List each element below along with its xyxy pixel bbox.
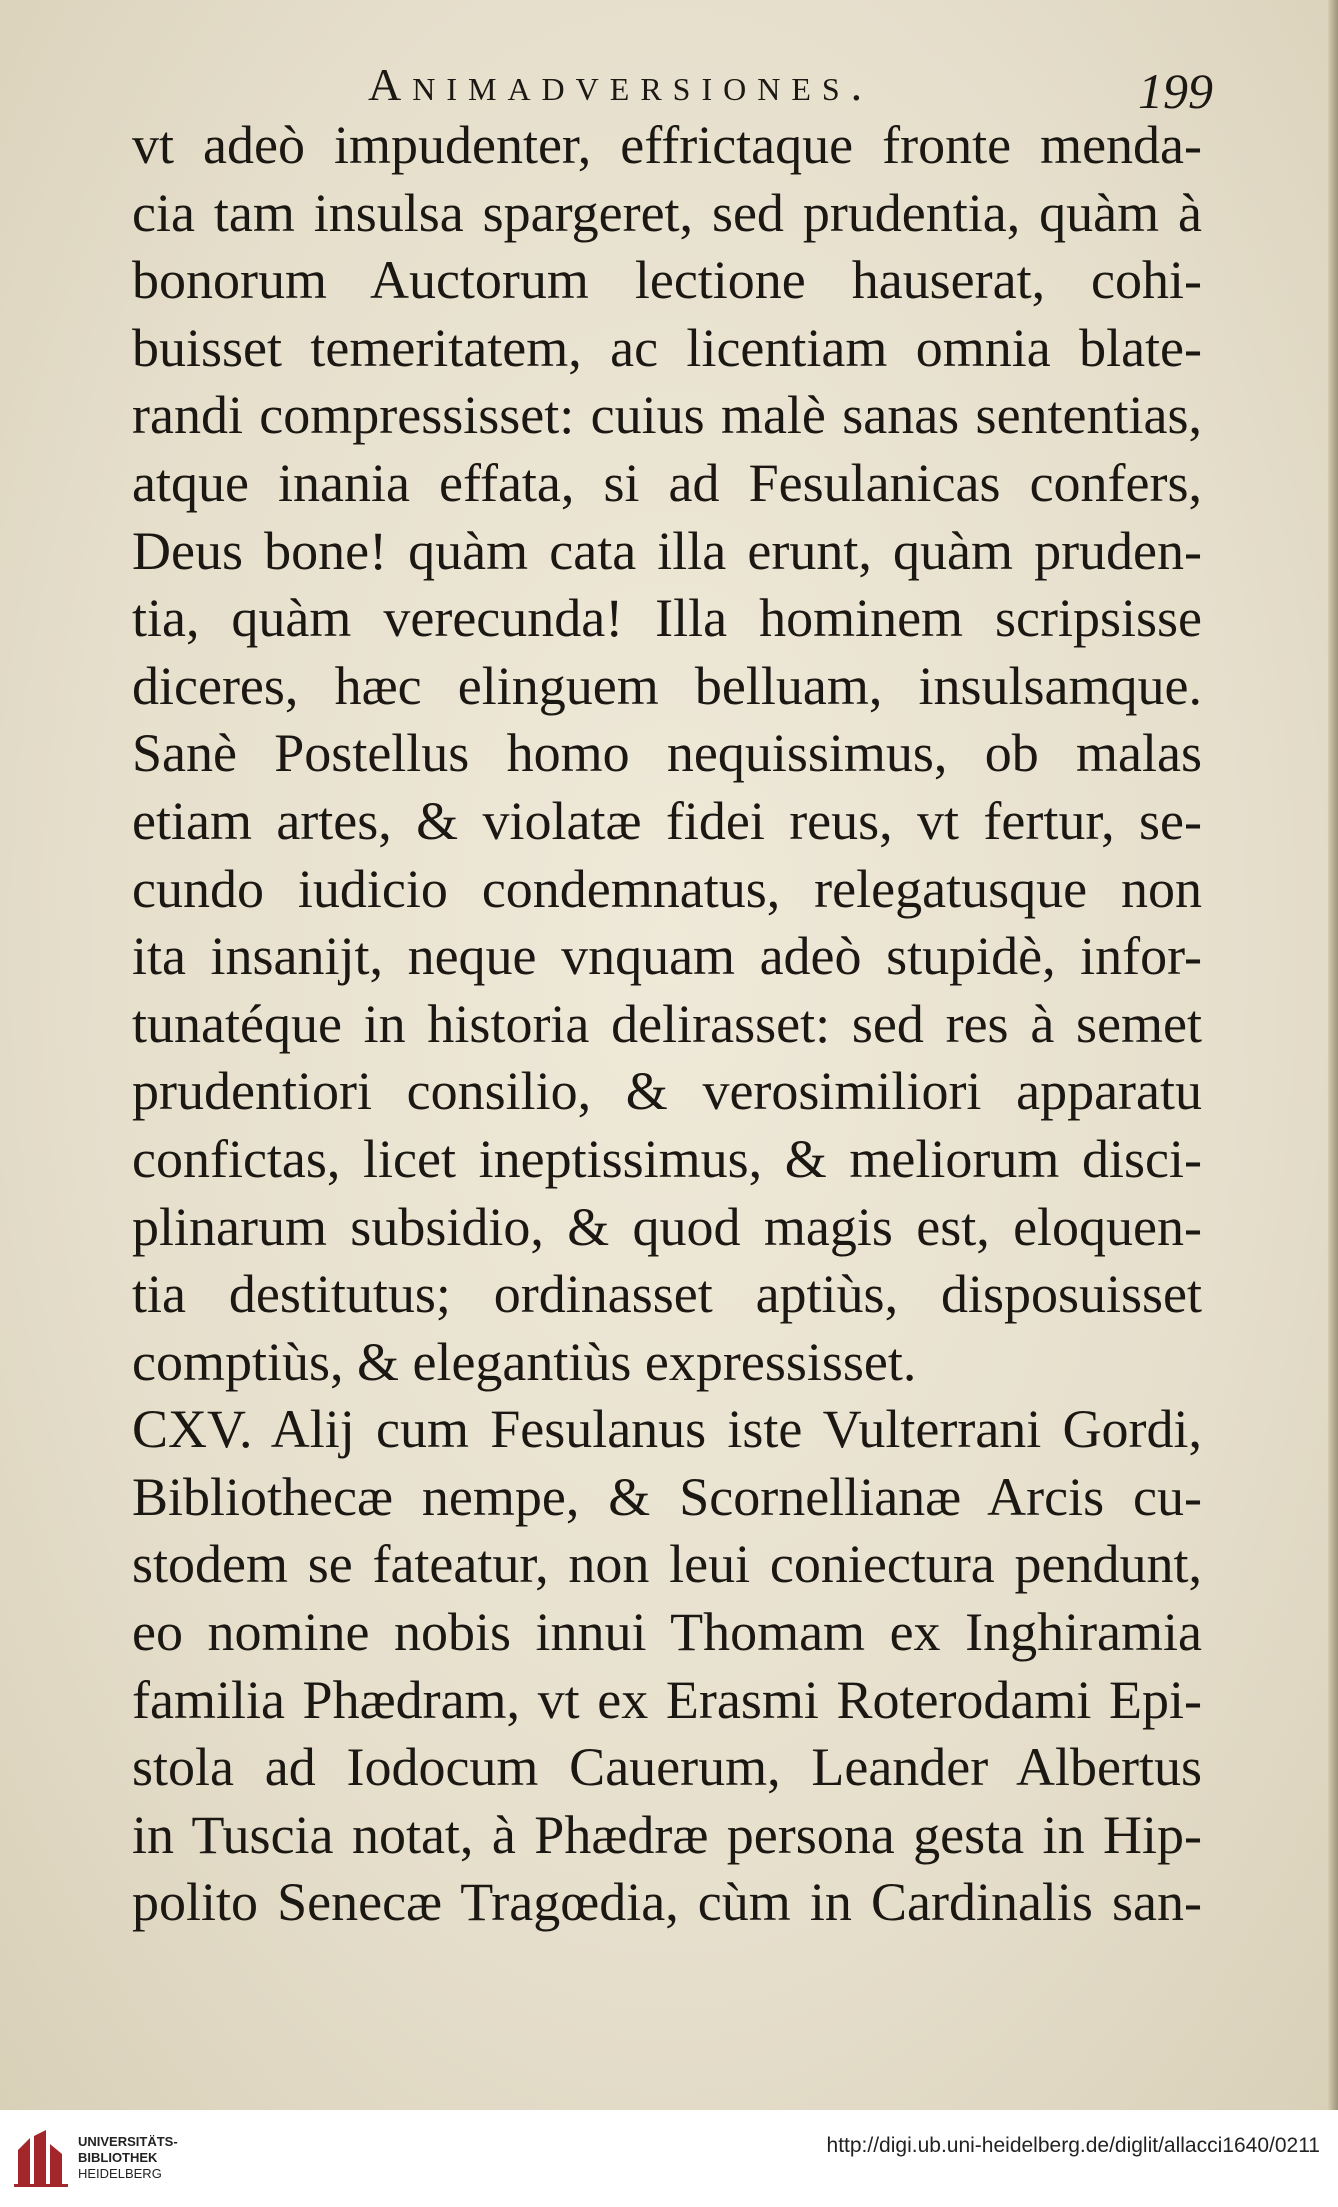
text-line: ita insanijt, neque vnquam adeò stupidè, infor-	[132, 926, 1202, 987]
library-name-line3: HEIDELBERG	[78, 2166, 162, 2181]
text-line: stola ad Iodocum Cauerum, Leander Albertus	[132, 1737, 1202, 1798]
text-line: cia tam insulsa spargeret, sed prudentia, quàm à	[132, 182, 1202, 243]
page-number: 199	[1138, 63, 1213, 119]
running-head: Animadversiones.	[368, 59, 874, 110]
text-line: etiam artes, & violatæ fidei reus, vt fertur, se-	[132, 790, 1202, 851]
text-line: stodem se fateatur, non leui coniectura pendunt,	[132, 1534, 1202, 1595]
page-edge	[1328, 0, 1338, 2110]
text-line: polito Senecæ Tragœdia, cùm in Cardinalis san-	[132, 1872, 1202, 1933]
text-line: Bibliothecæ nempe, & Scornellianæ Arcis cu-	[132, 1466, 1202, 1527]
footer-bar	[0, 2110, 1338, 2207]
text-line: diceres, hæc elinguem belluam, insulsamque.	[132, 655, 1202, 716]
text-line: in Tuscia notat, à Phædræ persona gesta in Hip-	[132, 1804, 1202, 1865]
text-line: eo nomine nobis innui Thomam ex Inghiramia	[132, 1602, 1202, 1663]
text-line: tunatéque in historia delirasset: sed res à semet	[132, 993, 1202, 1054]
text-block	[132, 112, 1202, 1937]
text-line: Deus bone! quàm cata illa erunt, quàm pruden-	[132, 520, 1202, 581]
text-line: familia Phædram, vt ex Erasmi Roterodami Epi-	[132, 1669, 1202, 1730]
text-line: tia, quàm verecunda! Illa hominem scripsisse	[132, 588, 1202, 649]
library-name	[78, 2134, 178, 2182]
text-line: CXV. Alij cum Fesulanus iste Vulterrani Gordi,	[132, 1399, 1202, 1460]
library-name-line1: UNIVERSITÄTS-	[78, 2134, 178, 2149]
text-line: prudentiori consilio, & verosimiliori apparatu	[132, 1061, 1202, 1122]
text-line: Sanè Postellus homo nequissimus, ob malas	[132, 723, 1202, 784]
text-line: vt adeò impudenter, effrictaque fronte menda-	[132, 115, 1202, 175]
text-line: buisset temeritatem, ac licentiam omnia blate-	[132, 317, 1202, 378]
text-line: bonorum Auctorum lectione hauserat, cohi-	[132, 250, 1202, 311]
permalink-url[interactable]: http://digi.ub.uni-heidelberg.de/diglit/allacci1640/0211	[826, 2134, 1320, 2157]
text-line: comptiùs, & elegantiùs expressisset.	[132, 1331, 917, 1392]
library-name-line2: BIBLIOTHEK	[78, 2150, 158, 2165]
text-line: confictas, licet ineptissimus, & meliorum disci-	[132, 1128, 1202, 1189]
text-line: plinarum subsidio, & quod magis est, eloquen-	[132, 1196, 1202, 1257]
text-line: randi compressisset: cuius malè sanas sententias,	[132, 385, 1202, 446]
university-library-logo-icon[interactable]	[14, 2128, 68, 2188]
text-line: atque inania effata, si ad Fesulanicas confers,	[132, 452, 1202, 513]
text-line: cundo iudicio condemnatus, relegatusque non	[132, 858, 1202, 919]
text-line: tia destitutus; ordinasset aptiùs, disposuisset	[132, 1264, 1202, 1325]
